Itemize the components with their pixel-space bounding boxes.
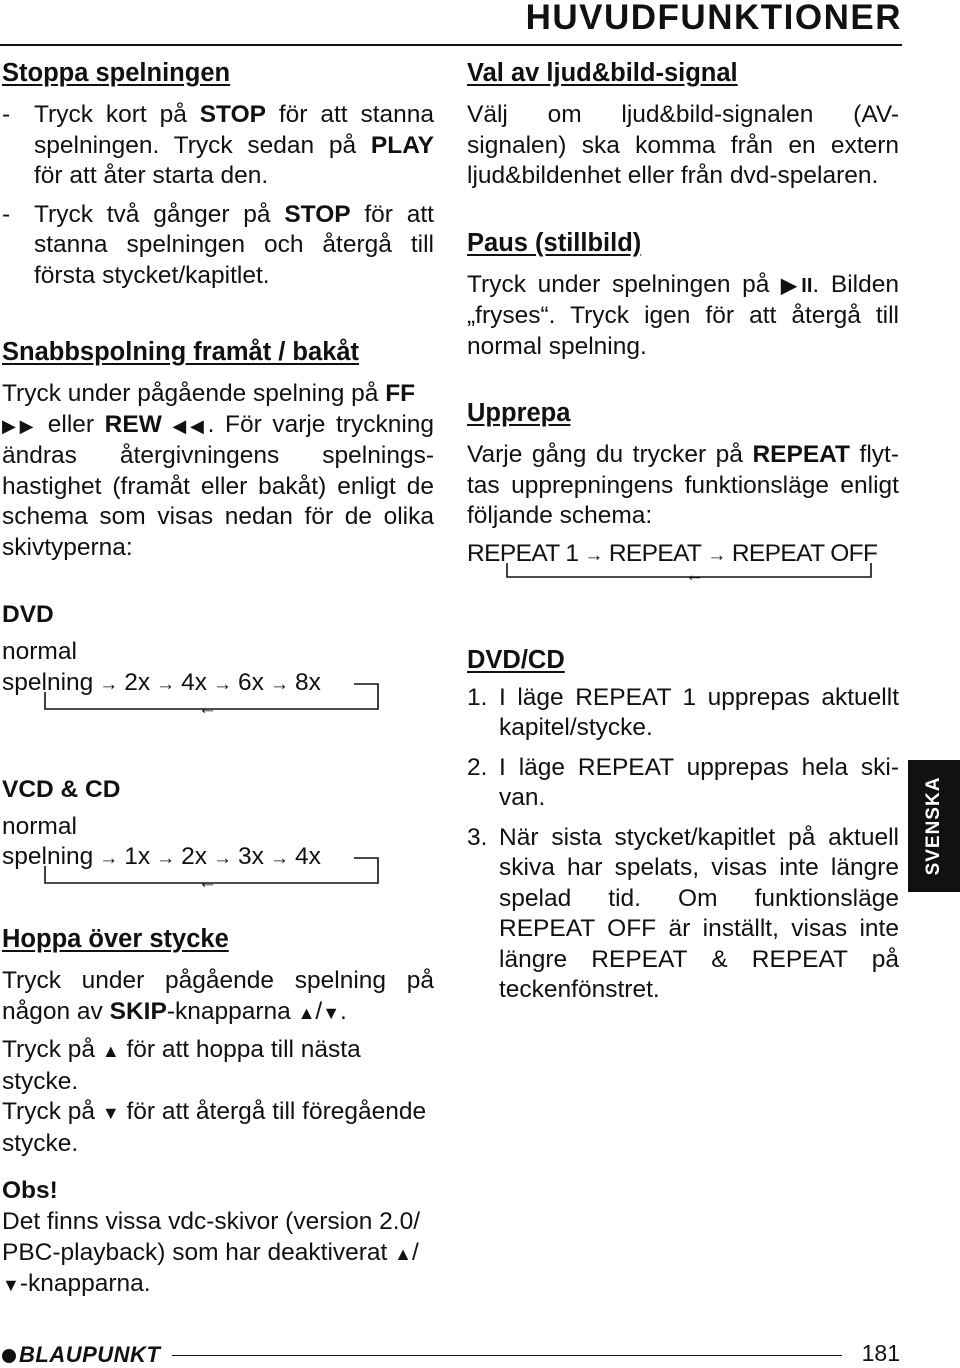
text: -knapparna	[166, 997, 298, 1025]
text: /	[315, 997, 323, 1025]
heading-dvd-cd: DVD/CD	[467, 645, 565, 674]
key-ff: FF	[385, 380, 416, 407]
seq-step: 4x	[181, 668, 208, 696]
text: för att stanna spelningen och återgå till första stycket/kapitlet.	[34, 200, 434, 289]
key-stop: STOP	[199, 101, 266, 128]
right-column	[467, 56, 899, 1015]
text: Tryck under pågående spelning på någon av	[2, 967, 434, 1025]
seq-step: 6x	[238, 668, 264, 696]
left-column	[2, 56, 434, 1301]
page-number: 181	[861, 1340, 900, 1366]
seq-step: 3x	[238, 843, 264, 870]
text: Tryck under spelningen på	[467, 270, 782, 298]
footer-rule	[172, 1355, 842, 1356]
arrow-right-icon: →	[156, 673, 176, 695]
key-rew: REW	[104, 410, 162, 438]
heading-repeat: Upprepa	[467, 399, 571, 427]
list-item	[467, 683, 899, 744]
item-number: 1.	[467, 683, 488, 711]
arrow-right-icon: →	[707, 544, 726, 566]
arrow-left-icon: ←	[198, 872, 217, 893]
language-tab	[908, 760, 960, 892]
repeat-loop	[467, 564, 899, 609]
arrow-right-icon: →	[269, 848, 289, 869]
text: Varje gång du trycker på	[467, 441, 753, 468]
triangle-up-icon: ▲	[297, 1002, 316, 1023]
text: eller	[37, 410, 105, 438]
brand-logo	[2, 1342, 160, 1368]
arrow-right-icon: →	[269, 673, 289, 695]
vcd-normal: normal	[2, 812, 77, 840]
arrow-left-icon: ←	[685, 564, 704, 586]
stop-item-1	[2, 100, 434, 192]
header-title: HUVUDFUNKTIONER	[525, 0, 902, 37]
text: . För varje tryckning ändras återgivningens spelningshastighet (framåt eller bakåt) enligt de schema som visas nedan för de olika skivtyperna:	[2, 410, 435, 561]
triangle-up-icon: ▲	[394, 1243, 412, 1264]
text: flyttas upprepningens funktionsläge enligt följande schema:	[467, 441, 899, 529]
arrow-right-icon: →	[213, 673, 233, 695]
seq-step: REPEAT	[608, 539, 702, 567]
arrow-left-icon: ←	[198, 697, 217, 719]
seq-step: 2x	[181, 843, 208, 870]
triangle-down-icon: ▼	[2, 1275, 20, 1295]
text: för att hoppa till nästa stycke.	[2, 1036, 361, 1095]
obs-text	[2, 1207, 434, 1301]
heading-stop: Stoppa spelningen	[2, 59, 231, 87]
key-repeat: REPEAT	[752, 441, 850, 468]
heading-skip: Hoppa över stycke	[2, 925, 229, 953]
text: När sista stycket/kapitlet på aktuell skiva har spelats, visas inte längre spelad tid. Om funktionsläge REPEAT OFF är inställt, visas inte längre REPEAT & REPEAT på teckenfönstret.	[499, 823, 899, 1003]
heading-ff-rew: Snabbspolning framåt / bakåt	[2, 338, 360, 366]
dvd-cd-list	[467, 683, 899, 1006]
logo-dot-icon	[2, 1349, 16, 1363]
key-skip: SKIP	[109, 997, 167, 1025]
repeat-text	[467, 440, 899, 532]
arrow-right-icon: →	[99, 673, 119, 695]
skip-text-1	[2, 966, 434, 1028]
text: Det finns vissa vdc-skivor (version 2.0/ PBC-playback) som har deaktiverat	[2, 1208, 420, 1266]
stop-list	[2, 100, 434, 291]
vcd-loop	[2, 872, 434, 912]
text: Tryck kort på	[34, 101, 200, 128]
arrow-right-icon: →	[99, 848, 119, 869]
page-footer	[0, 1338, 902, 1368]
key-play: PLAY	[370, 131, 434, 159]
pause-text	[467, 270, 899, 363]
text: Tryck två gånger på	[34, 200, 285, 228]
logo-text: BLAUPUNKT	[19, 1342, 161, 1367]
text: /	[411, 1238, 419, 1266]
text: I läge REPEAT upprepas hela skivan.	[499, 753, 899, 811]
seq-step: REPEAT OFF	[731, 539, 878, 567]
fast-forward-icon: ▶▶	[2, 415, 38, 436]
text: Tryck under pågående spelning på	[2, 380, 386, 407]
text: . Bilden „fryses“. Tryck igen för att återgå till normal spelning.	[467, 270, 899, 360]
text: -knapparna.	[19, 1270, 151, 1297]
loop-line-icon	[467, 555, 899, 595]
dvd-loop	[2, 698, 434, 738]
text: Tryck på	[2, 1036, 102, 1063]
text: för att återgå till föregående stycke.	[2, 1098, 427, 1157]
triangle-down-icon: ▼	[322, 1002, 341, 1023]
seq-step: 1x	[124, 843, 151, 870]
seq-step: 4x	[294, 843, 321, 870]
heading-obs: Obs!	[2, 1177, 58, 1204]
arrow-right-icon: →	[156, 848, 176, 869]
arrow-right-icon: →	[584, 544, 603, 566]
ff-rew-text	[2, 379, 434, 563]
heading-vcd-cd: VCD & CD	[2, 775, 121, 803]
seq-step: REPEAT 1	[467, 539, 579, 567]
list-item	[467, 823, 899, 1006]
seq-start: spelning	[2, 843, 94, 870]
text: .	[340, 997, 347, 1025]
heading-pause: Paus (stillbild)	[467, 228, 642, 257]
text: för att åter starta den.	[34, 162, 269, 189]
seq-step: 2x	[124, 668, 151, 696]
stop-item-2	[2, 200, 434, 292]
loop-line-icon	[2, 856, 434, 896]
item-number: 2.	[467, 753, 488, 781]
page-header	[0, 0, 902, 46]
text: för att stanna spelningen. Tryck sedan på	[34, 101, 434, 159]
heading-av-signal: Val av ljud&bild-signal	[467, 59, 738, 87]
language-tab-label: SVENSKA	[923, 776, 944, 876]
seq-start: spelning	[2, 668, 94, 696]
seq-step: 8x	[294, 668, 321, 696]
dvd-normal: normal	[2, 638, 77, 665]
loop-line-icon	[2, 682, 434, 722]
rewind-icon: ◀◀	[172, 415, 208, 436]
skip-text-2	[2, 1035, 434, 1097]
skip-text-3	[2, 1097, 434, 1159]
heading-dvd: DVD	[2, 601, 54, 628]
key-stop: STOP	[284, 200, 351, 228]
arrow-right-icon: →	[213, 848, 233, 869]
text: I läge REPEAT 1 upprepas aktuellt kapitel/stycke.	[499, 683, 899, 741]
list-item	[467, 753, 899, 814]
text: Tryck på	[2, 1098, 102, 1125]
triangle-up-icon: ▲	[101, 1041, 120, 1061]
av-text: Välj om ljud&bild-signalen (AV-signalen) ska komma från en extern ljud&bildenhet eller från dvd-spelaren.	[467, 101, 899, 189]
item-number: 3.	[467, 823, 488, 851]
play-pause-icon: ▶II	[781, 274, 813, 297]
triangle-down-icon: ▼	[101, 1103, 120, 1123]
